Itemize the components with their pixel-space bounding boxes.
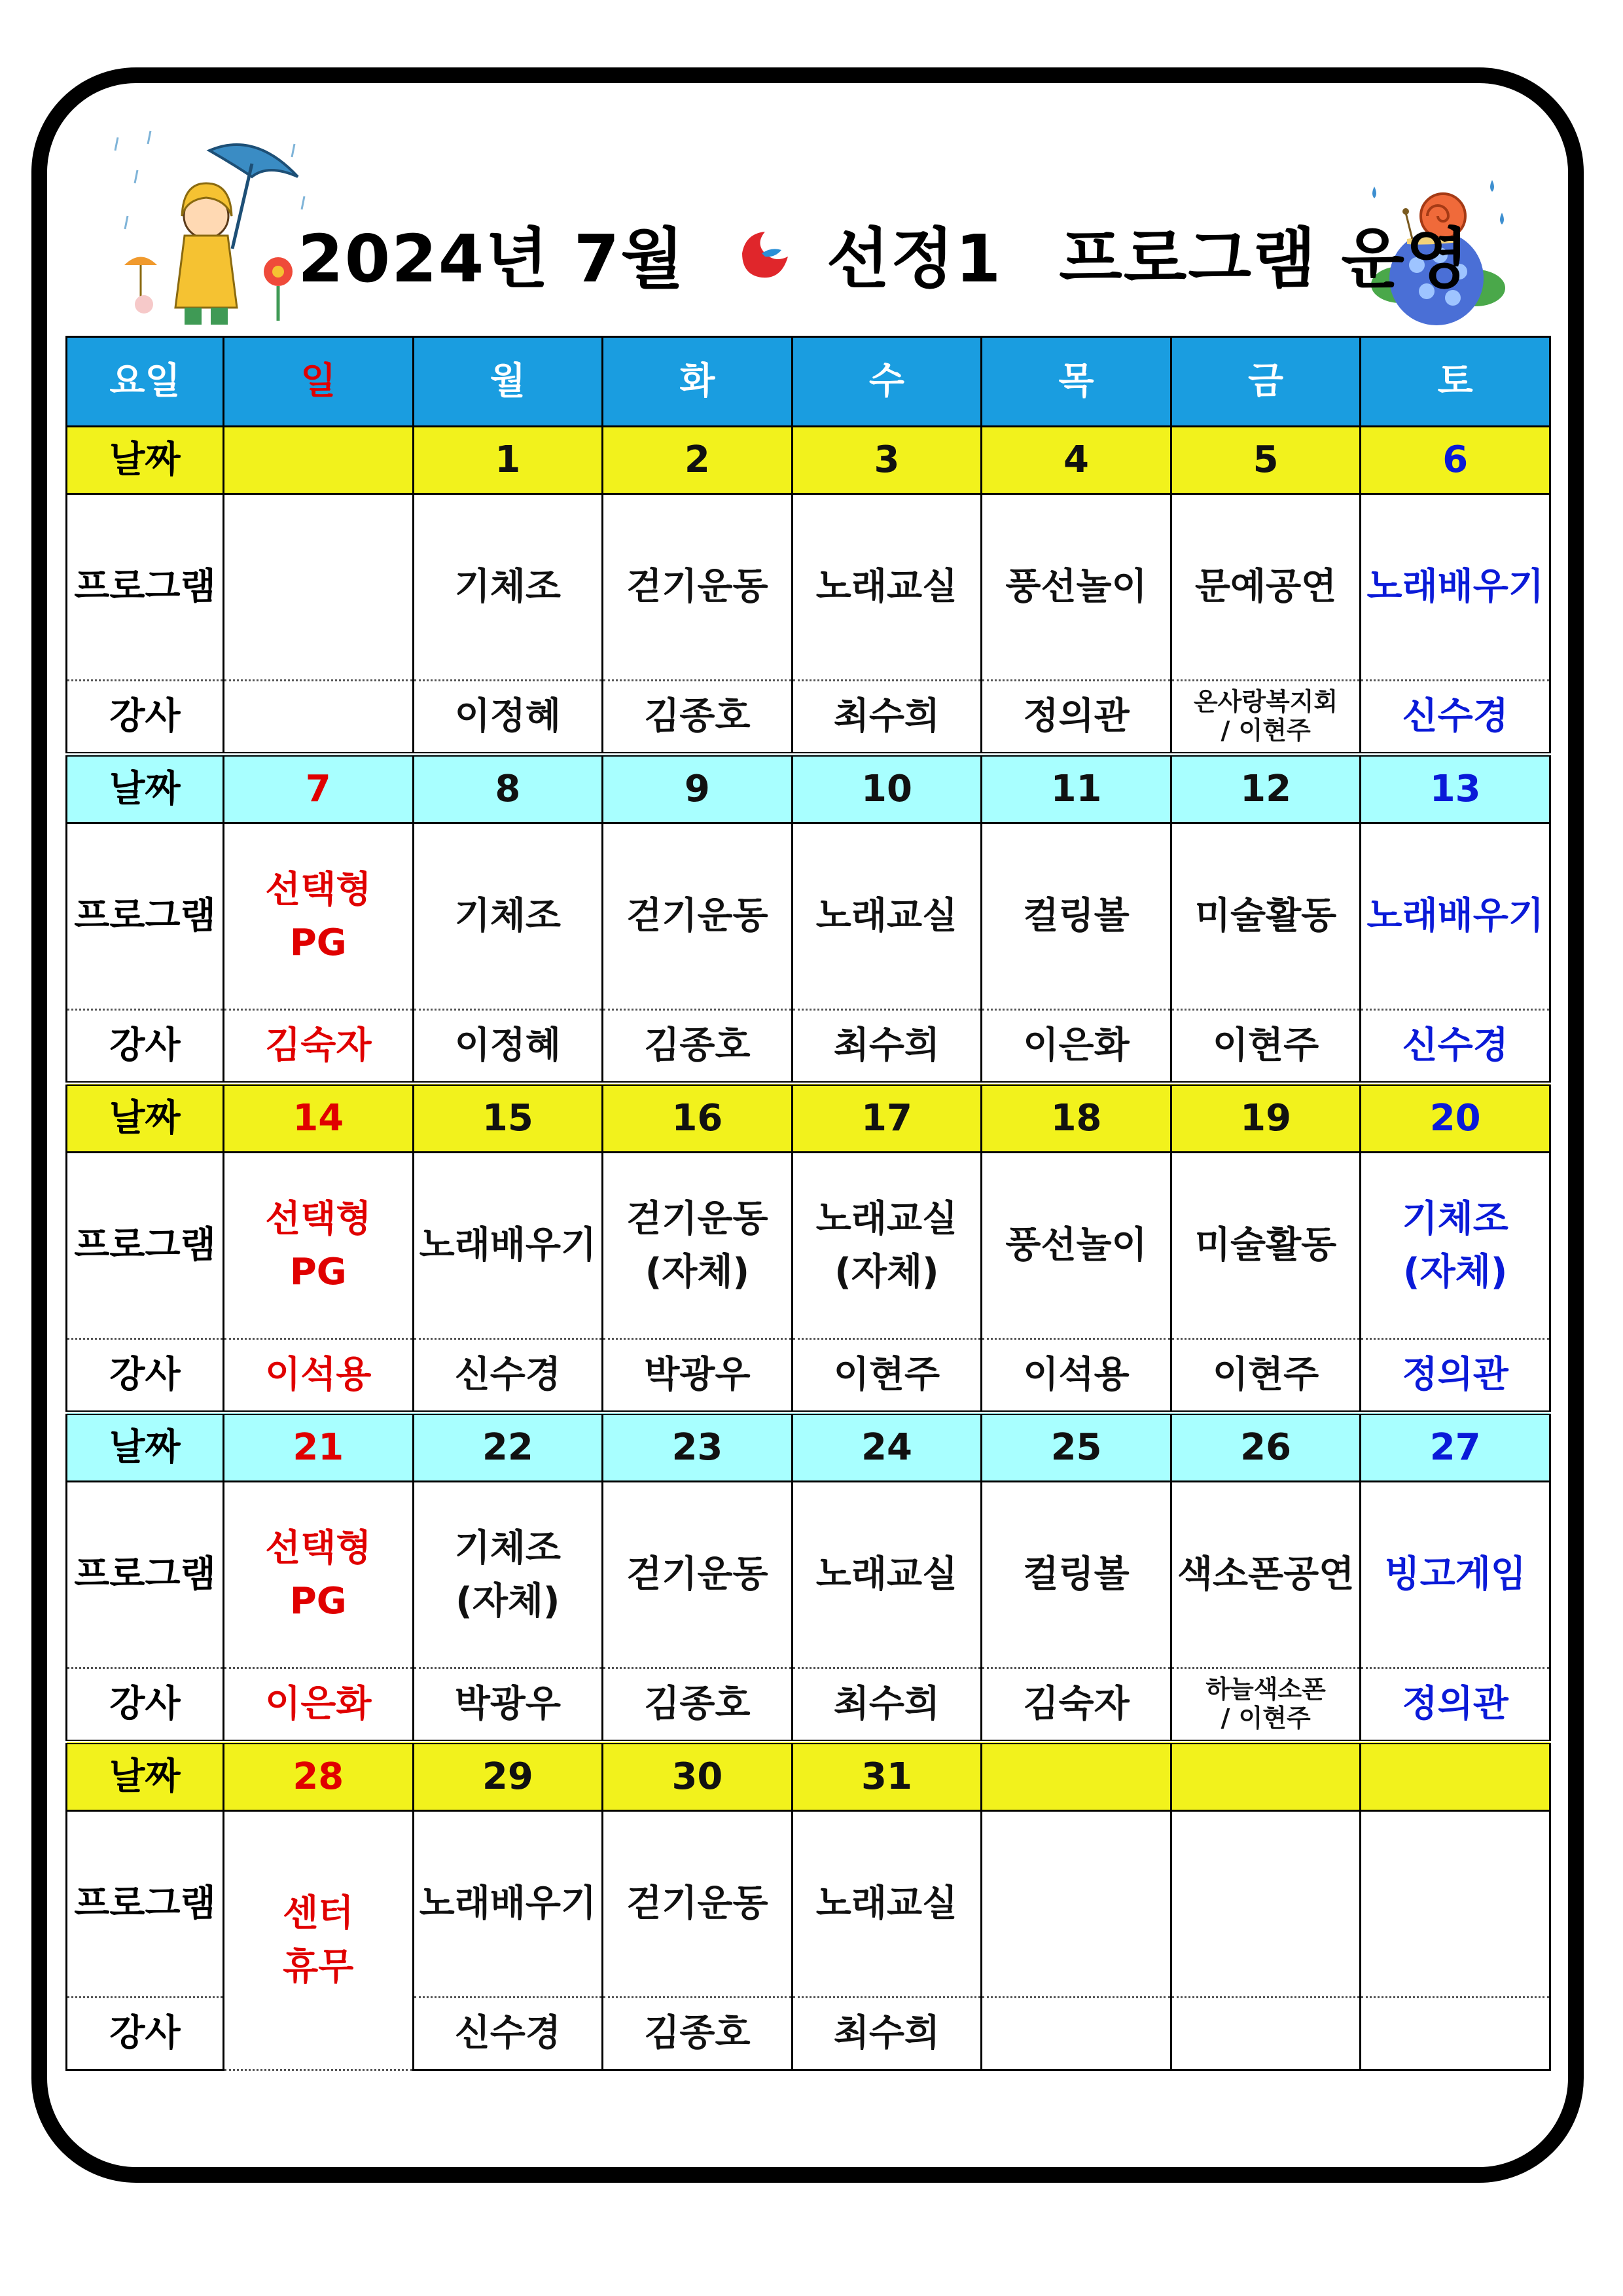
week-4-program-cell: 노래교실 [792,1482,982,1668]
week-1-instructor-cell: 신수경 [1361,681,1550,755]
week-4-instructor-cell: 박광우 [413,1668,603,1742]
week-3-program-cell: 노래교실 (자체) [792,1153,982,1339]
date-row-label: 날짜 [67,1084,224,1153]
program-row-label: 프로그램 [67,494,224,681]
week-5-program-row [67,1811,1550,1998]
week-2-instructor-cell: 최수희 [792,1010,982,1084]
week-2-program-cell: 기체조 [413,823,603,1010]
week-1-date-cell: 6 [1361,427,1550,494]
week-3-instructor-cell: 정의관 [1361,1339,1550,1413]
week-5-program-cell: 노래배우기 [413,1811,603,1998]
week-5-program-cell [982,1811,1171,1998]
week-1-program-cell: 기체조 [413,494,603,681]
week-2-date-cell: 10 [792,755,982,823]
instructor-row-label: 강사 [67,1668,224,1742]
week-3-date-row [67,1084,1550,1153]
week-5-date-cell: 29 [413,1742,603,1811]
week-2-instructor-cell: 이은화 [982,1010,1171,1084]
week-4-instructor-cell: 김종호 [603,1668,793,1742]
week-1-instructor-cell: 최수희 [792,681,982,755]
week-4-date-cell: 23 [603,1413,793,1482]
week-2-program-cell: 노래배우기 [1361,823,1550,1010]
week-4-instructor-cell [1171,1668,1361,1742]
week-1-program-cell: 문예공연 [1171,494,1361,681]
week-2-date-cell: 9 [603,755,793,823]
week-1-date-row [67,427,1550,494]
weekday-fri: 금 [1171,337,1361,427]
week-4-date-cell: 26 [1171,1413,1361,1482]
header-label: 요일 [67,337,224,427]
weekday-mon: 월 [413,337,603,427]
week-3-program-row [67,1153,1550,1339]
week-3-date-cell: 19 [1171,1084,1361,1153]
title-brand: 선정1 [826,221,1003,297]
week-3-instructor-cell: 박광우 [603,1339,793,1413]
week-5-date-row [67,1742,1550,1811]
date-row-label: 날짜 [67,1742,224,1811]
week-2-instructor-cell: 이정혜 [413,1010,603,1084]
week-2-program-cell: 선택형 PG [224,823,414,1010]
week-1-date-cell: 5 [1171,427,1361,494]
week-1-date-cell: 1 [413,427,603,494]
week-3-instructor-cell: 이석용 [224,1339,414,1413]
week-4-instructor-cell: 최수희 [792,1668,982,1742]
week-4-instructor-cell: 이은화 [224,1668,414,1742]
week-5-instructor-cell [982,1998,1171,2070]
week-1-instructor-cell [1171,681,1361,755]
program-row-label: 프로그램 [67,1482,224,1668]
week-3-date-cell: 14 [224,1084,414,1153]
date-row-label: 날짜 [67,427,224,494]
week-2-instructor-cell: 이현주 [1171,1010,1361,1084]
week-3-instructor-cell: 이석용 [982,1339,1171,1413]
title-bar [0,177,1623,295]
week-4-date-row [67,1413,1550,1482]
instructor-name: 하늘색소폰 / 이현주 [1205,1675,1326,1732]
date-row-label: 날짜 [67,755,224,823]
week-5-program-cell [1361,1811,1550,1998]
week-4-instructor-row [67,1668,1550,1742]
week-3-date-cell: 16 [603,1084,793,1153]
program-row-label: 프로그램 [67,823,224,1010]
week-4-program-cell: 선택형 PG [224,1482,414,1668]
weekday-sun: 일 [224,337,414,427]
week-3-program-cell: 풍선놀이 [982,1153,1171,1339]
week-2-date-cell: 11 [982,755,1171,823]
week-5-program-cell: 센터 휴무 [224,1811,414,2070]
week-3-instructor-cell: 이현주 [1171,1339,1361,1413]
week-2-date-cell: 8 [413,755,603,823]
program-calendar-table [65,336,1551,2071]
week-2-instructor-cell: 김종호 [603,1010,793,1084]
week-4-instructor-cell: 정의관 [1361,1668,1550,1742]
week-2-instructor-cell: 신수경 [1361,1010,1550,1084]
instructor-row-label: 강사 [67,1339,224,1413]
week-2-instructor-cell: 김숙자 [224,1010,414,1084]
week-5-date-cell: 28 [224,1742,414,1811]
weekday-tue: 화 [603,337,793,427]
week-1-instructor-cell: 정의관 [982,681,1171,755]
week-1-program-cell: 노래배우기 [1361,494,1550,681]
week-2-date-cell: 12 [1171,755,1361,823]
week-4-date-cell: 24 [792,1413,982,1482]
week-5-instructor-cell: 최수희 [792,1998,982,2070]
week-4-date-cell: 25 [982,1413,1171,1482]
week-5-instructor-cell [1361,1998,1550,2070]
week-3-date-cell: 17 [792,1084,982,1153]
week-1-program-cell: 풍선놀이 [982,494,1171,681]
week-1-instructor-cell [224,681,414,755]
week-4-program-cell: 기체조 (자체) [413,1482,603,1668]
program-row-label: 프로그램 [67,1811,224,1998]
week-2-program-cell: 미술활동 [1171,823,1361,1010]
week-3-date-cell: 18 [982,1084,1171,1153]
week-2-date-cell: 13 [1361,755,1550,823]
page-title [298,206,1471,300]
week-3-program-cell: 기체조 (자체) [1361,1153,1550,1339]
week-4-program-cell: 빙고게임 [1361,1482,1550,1668]
instructor-row-label: 강사 [67,1998,224,2070]
week-2-date-cell: 7 [224,755,414,823]
week-2-program-cell: 컬링볼 [982,823,1171,1010]
week-1-instructor-row [67,681,1550,755]
week-4-date-cell: 21 [224,1413,414,1482]
week-3-date-cell: 15 [413,1084,603,1153]
week-5-date-cell [1361,1742,1550,1811]
week-4-program-cell: 걷기운동 [603,1482,793,1668]
weekday-thu: 목 [982,337,1171,427]
week-1-program-cell: 노래교실 [792,494,982,681]
title-prefix: 2024년 7월 [298,221,685,297]
week-4-program-cell: 컬링볼 [982,1482,1171,1668]
week-5-program-cell: 노래교실 [792,1811,982,1998]
week-3-program-cell: 걷기운동 (자체) [603,1153,793,1339]
instructor-row-label: 강사 [67,681,224,755]
week-3-program-cell: 선택형 PG [224,1153,414,1339]
week-1-date-cell [224,427,414,494]
week-2-program-cell: 노래교실 [792,823,982,1010]
week-4-instructor-cell: 김숙자 [982,1668,1171,1742]
week-3-instructor-cell: 이현주 [792,1339,982,1413]
week-1-program-cell [224,494,414,681]
week-3-date-cell: 20 [1361,1084,1550,1153]
week-5-date-cell [982,1742,1171,1811]
week-5-program-cell: 걷기운동 [603,1811,793,1998]
weekday-sat: 토 [1361,337,1550,427]
week-3-program-cell: 미술활동 [1171,1153,1361,1339]
week-1-date-cell: 4 [982,427,1171,494]
week-5-instructor-cell: 신수경 [413,1998,603,2070]
week-4-program-row [67,1482,1550,1668]
week-1-instructor-cell: 김종호 [603,681,793,755]
week-2-instructor-row [67,1010,1550,1084]
week-1-program-row [67,494,1550,681]
instructor-name: 온사랑복지회 / 이현주 [1193,687,1338,745]
program-row-label: 프로그램 [67,1153,224,1339]
week-5-program-cell [1171,1811,1361,1998]
week-5-date-cell [1171,1742,1361,1811]
weekday-wed: 수 [792,337,982,427]
week-1-instructor-cell: 이정혜 [413,681,603,755]
week-3-instructor-row [67,1339,1550,1413]
week-3-program-cell: 노래배우기 [413,1153,603,1339]
title-suffix: 프로그램 운영 [1059,221,1471,297]
week-2-date-row [67,755,1550,823]
week-2-program-row [67,823,1550,1010]
week-1-date-cell: 2 [603,427,793,494]
week-5-date-cell: 31 [792,1742,982,1811]
week-1-program-cell: 걷기운동 [603,494,793,681]
week-1-date-cell: 3 [792,427,982,494]
weekday-header-row [67,337,1550,427]
week-4-date-cell: 27 [1361,1413,1550,1482]
brand-logo-icon [736,224,794,283]
week-5-instructor-cell: 김종호 [603,1998,793,2070]
week-4-date-cell: 22 [413,1413,603,1482]
instructor-row-label: 강사 [67,1010,224,1084]
week-3-instructor-cell: 신수경 [413,1339,603,1413]
week-2-program-cell: 걷기운동 [603,823,793,1010]
week-4-program-cell: 색소폰공연 [1171,1482,1361,1668]
week-5-date-cell: 30 [603,1742,793,1811]
date-row-label: 날짜 [67,1413,224,1482]
week-5-instructor-cell [1171,1998,1361,2070]
